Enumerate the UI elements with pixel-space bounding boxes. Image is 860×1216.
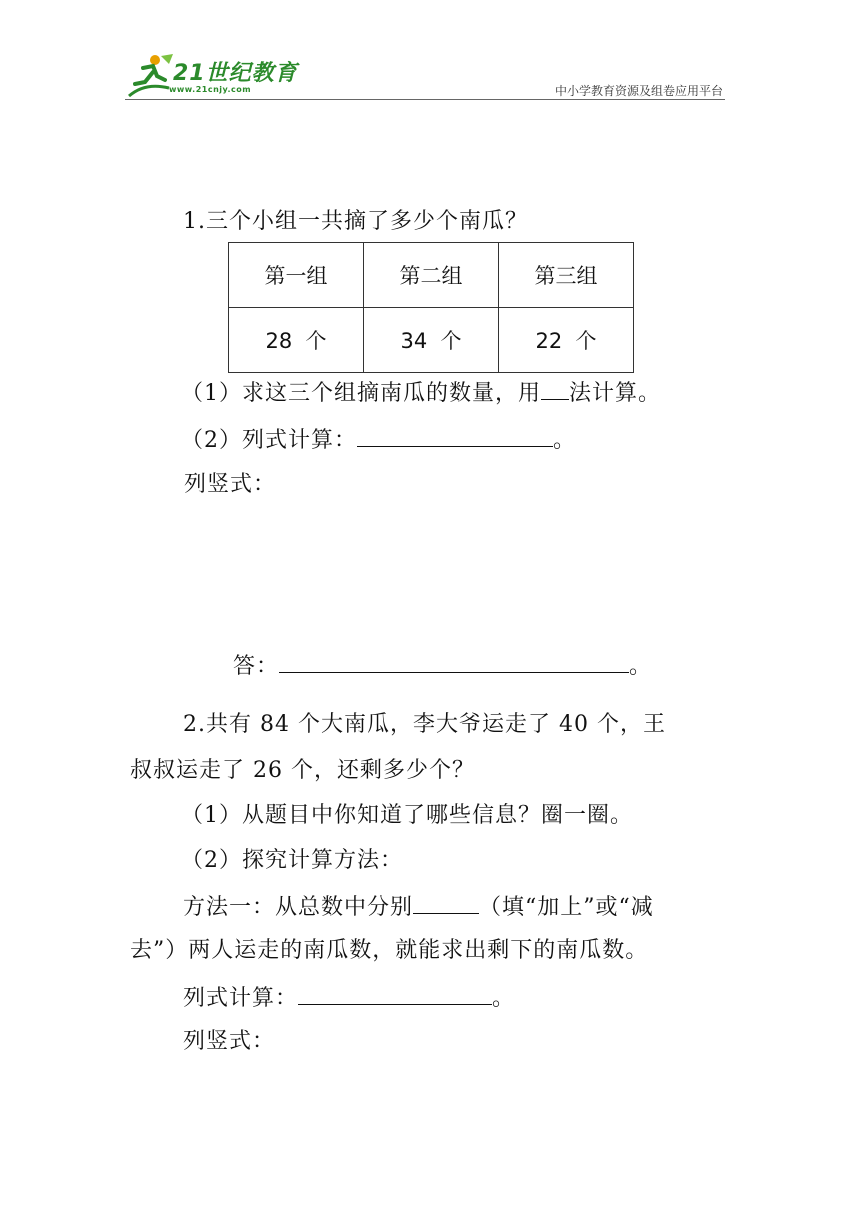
table-cell: [229, 308, 364, 373]
method1-post: （填“加上”或“减: [479, 895, 654, 920]
q1-part2-post: 。: [553, 428, 577, 453]
count-value: 22: [535, 329, 563, 353]
table-header-row: [229, 243, 634, 308]
table-header-cell: 第一组: [229, 243, 364, 308]
table-header-cell: 第二组: [364, 243, 499, 308]
q2-part1: （1）从题目中你知道了哪些信息？圈一圈。: [181, 803, 633, 828]
page-header: [0, 0, 860, 110]
q2-calc-blank[interactable]: [298, 982, 492, 1005]
unit-label: 个: [575, 329, 597, 353]
q2-vertical-label: 列竖式：: [183, 1029, 276, 1054]
calc-blank[interactable]: [357, 424, 553, 447]
unit-label: 个: [440, 329, 462, 353]
table-row: [229, 308, 634, 373]
answer-label: 答：: [233, 654, 280, 679]
answer-blank[interactable]: [279, 650, 629, 673]
logo-text: 21世纪教育: [173, 61, 298, 86]
q2-calc: [183, 982, 515, 1014]
logo: [125, 52, 305, 100]
calc-label: 列式计算：: [183, 986, 299, 1011]
q1-answer: [233, 650, 652, 682]
q2-part2: （2）探究计算方法：: [181, 848, 403, 873]
group-table: [228, 242, 634, 373]
q1-part2: [181, 424, 576, 456]
calc-post: 。: [492, 986, 516, 1011]
q1-part2-pre: （2）列式计算：: [181, 428, 357, 453]
answer-post: 。: [629, 654, 653, 679]
q2-line1: 2.共有 84 个大南瓜，李大爷运走了 40 个，王: [183, 712, 666, 737]
q1-part1-post: 法计算。: [569, 381, 662, 406]
q2-line2: 叔叔运走了 26 个，还剩多少个？: [130, 758, 475, 783]
q2-method1: [183, 891, 654, 923]
unit-label: 个: [305, 329, 327, 353]
header-divider: [125, 99, 725, 100]
runner-logo-icon: [125, 52, 175, 100]
table-cell: [364, 308, 499, 373]
method1-pre: 方法一：从总数中分别: [183, 895, 414, 920]
method-blank[interactable]: [413, 891, 479, 914]
q1-part1: [181, 377, 661, 409]
q1-title: 1.三个小组一共摘了多少个南瓜？: [183, 209, 528, 234]
q1-vertical-label: 列竖式：: [184, 472, 277, 497]
operation-blank[interactable]: [541, 377, 569, 400]
q2-method1-line2: 去”）两人运走的南瓜数，就能求出剩下的南瓜数。: [130, 938, 649, 963]
logo-url: www.21cnjy.com: [169, 85, 252, 94]
count-value: 28: [265, 329, 293, 353]
q1-part1-pre: （1）求这三个组摘南瓜的数量，用: [181, 381, 541, 406]
table-header-cell: 第三组: [499, 243, 634, 308]
count-value: 34: [400, 329, 428, 353]
table-cell: [499, 308, 634, 373]
platform-label: 中小学教育资源及组卷应用平台: [554, 84, 723, 98]
